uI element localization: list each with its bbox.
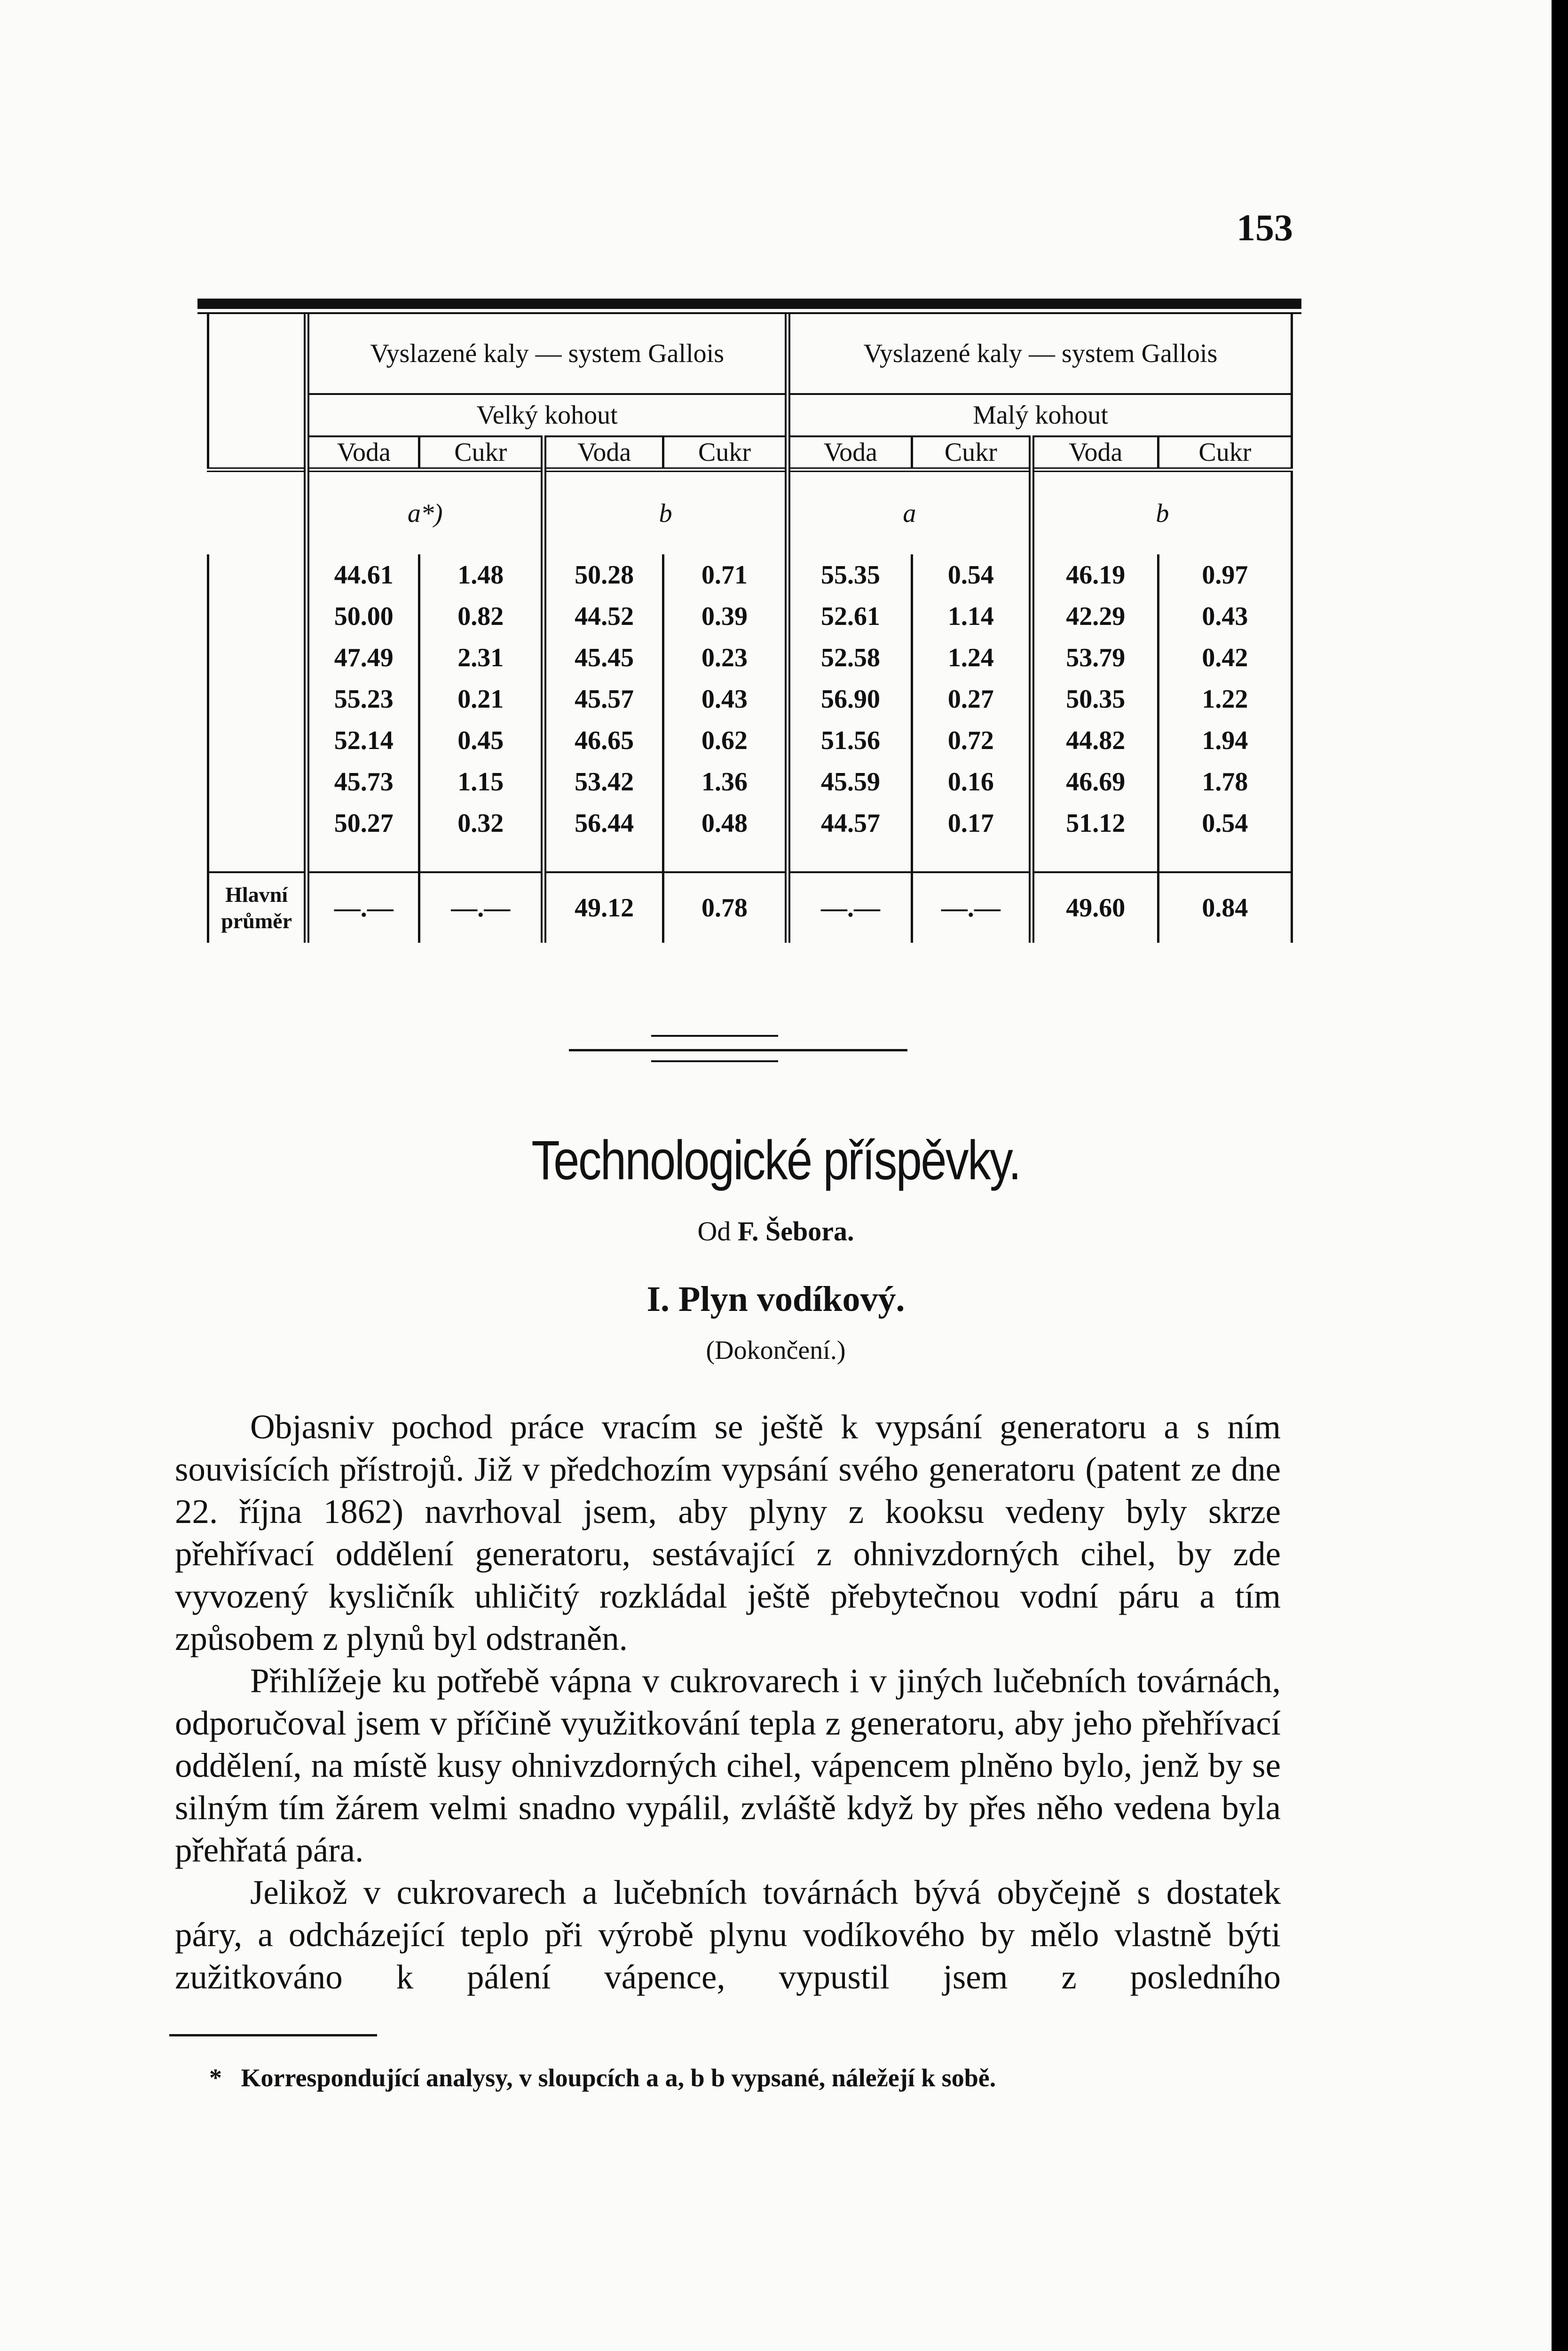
table-cell: 1.15 (419, 761, 544, 803)
table-cell: 52.14 (307, 720, 419, 761)
table-cell: 56.90 (788, 678, 912, 720)
table-cell: 45.57 (544, 678, 663, 720)
column-header: Voda (544, 436, 663, 470)
table-cell: 0.62 (663, 720, 788, 761)
table-cell: 0.54 (912, 554, 1031, 596)
table-cell: 53.79 (1032, 637, 1158, 678)
article-title: Technologické příspěvky. (531, 1129, 1020, 1191)
table-row (208, 637, 1292, 678)
table-cell: 44.82 (1032, 720, 1158, 761)
table-cell: 0.71 (663, 554, 788, 596)
continuation-note: (Dokončení.) (706, 1336, 846, 1365)
table-cell: 55.35 (788, 554, 912, 596)
average-value: 0.84 (1158, 872, 1292, 943)
data-rows (208, 554, 1292, 844)
average-value: 49.12 (544, 872, 663, 943)
table-cell: 50.27 (307, 803, 419, 844)
table-cell: 1.94 (1158, 720, 1292, 761)
average-label: Hlavní průměr (208, 872, 307, 943)
group-header-left: Velký kohout (307, 394, 788, 436)
column-header: Cukr (419, 436, 544, 470)
top-rule (197, 299, 1301, 309)
average-value: —.— (419, 872, 544, 943)
footnote-text: Korrespondující analysy, v sloupcích a a, b b vypsané, náležejí k sobě. (241, 2064, 996, 2092)
table-cell: 0.43 (1158, 596, 1292, 637)
pair-letter: b (1032, 470, 1292, 554)
section-heading: I. Plyn vodíkový. (646, 1279, 905, 1319)
table-cell: 0.45 (419, 720, 544, 761)
column-header: Voda (307, 436, 419, 470)
page-number: 153 (1237, 207, 1293, 249)
table-cell: 0.42 (1158, 637, 1292, 678)
table-cell: 56.44 (544, 803, 663, 844)
table-cell: 0.23 (663, 637, 788, 678)
table-cell: 2.31 (419, 637, 544, 678)
ornament-rule (569, 1049, 907, 1051)
table-cell: 46.69 (1032, 761, 1158, 803)
ornament-rule (651, 1035, 778, 1037)
table-cell: 46.19 (1032, 554, 1158, 596)
column-header: Voda (788, 436, 912, 470)
table-cell: 0.32 (419, 803, 544, 844)
table-cell: 44.61 (307, 554, 419, 596)
average-value: —.— (788, 872, 912, 943)
table-row (208, 761, 1292, 803)
column-header: Voda (1032, 436, 1158, 470)
table-cell: 45.73 (307, 761, 419, 803)
table-cell: 0.72 (912, 720, 1031, 761)
pair-letter: a (788, 470, 1032, 554)
table-cell: 52.58 (788, 637, 912, 678)
system-header-left: Vyslazené kaly — system Gallois (307, 314, 788, 394)
system-header-right: Vyslazené kaly — system Gallois (788, 314, 1292, 394)
table-cell: 0.43 (663, 678, 788, 720)
table-cell: 51.12 (1032, 803, 1158, 844)
table-cell: 0.17 (912, 803, 1031, 844)
pair-letter: a*) (307, 470, 544, 554)
table-cell: 50.28 (544, 554, 663, 596)
pair-letter: b (544, 470, 788, 554)
average-value: —.— (912, 872, 1031, 943)
scan-border (1552, 0, 1568, 2351)
ornament-rule (651, 1060, 778, 1062)
table-cell: 0.97 (1158, 554, 1292, 596)
average-value: 0.78 (663, 872, 788, 943)
average-value: 49.60 (1032, 872, 1158, 943)
table-cell: 50.00 (307, 596, 419, 637)
table-cell: 1.22 (1158, 678, 1292, 720)
table-cell: 44.52 (544, 596, 663, 637)
article-author: Od F. Šebora. (697, 1216, 854, 1247)
paragraph: Objasniv pochod práce vracím se ještě k vypsání generatoru a s ním souvisících přístrojů. Již v předchozím vypsání svého generatoru (patent ze dne 22. října 1862) navrhoval jsem, aby plyny z kooksu vedeny byly skrze přehřívací oddělení generatoru, sestávající z ohnivzdorných cihel, by zde vyvozený kysličník uhličitý rozkládal ještě přebytečnou vodní páru a tím způsobem z plynů byl odstraněn. (175, 1408, 1281, 1657)
table-cell: 0.54 (1158, 803, 1292, 844)
column-header: Cukr (663, 436, 788, 470)
footnote-rule (169, 2034, 377, 2036)
table-cell: 47.49 (307, 637, 419, 678)
table-row (208, 554, 1292, 596)
paragraph: Přihlížeje ku potřebě vápna v cukrovarech i v jiných lučebních továrnách, odporučoval jsem v příčině využitkování tepla z generatoru, aby jeho přehřívací oddělení, na místě kusy ohnivzdorných cihel, vápencem plněno bylo, jenž by se silným tím žárem velmi snadno vypálil, zvláště když by přes něho vedena byla přehřatá pára. (175, 1662, 1281, 1869)
table-cell: 45.59 (788, 761, 912, 803)
paragraph: Jelikož v cukrovarech a lučebních továrnách bývá obyčejně s dostatek páry, a odcházející teplo při výrobě plynu vodíkového by mělo vlastně býti zužitkováno k pálení vápence, vypustil jsem z posledního (175, 1873, 1281, 1996)
table-row (208, 803, 1292, 844)
table-cell: 55.23 (307, 678, 419, 720)
table-cell: 52.61 (788, 596, 912, 637)
table-cell: 0.82 (419, 596, 544, 637)
table-cell: 0.21 (419, 678, 544, 720)
table-row (208, 596, 1292, 637)
column-header: Cukr (1158, 436, 1292, 470)
table-cell: 0.27 (912, 678, 1031, 720)
table-row (208, 678, 1292, 720)
table-cell: 0.48 (663, 803, 788, 844)
average-value: —.— (307, 872, 419, 943)
table-cell: 0.16 (912, 761, 1031, 803)
table-cell: 50.35 (1032, 678, 1158, 720)
table-cell: 51.56 (788, 720, 912, 761)
table-cell: 42.29 (1032, 596, 1158, 637)
table-cell: 1.48 (419, 554, 544, 596)
data-table (207, 314, 1293, 943)
table-cell: 1.24 (912, 637, 1031, 678)
footnote-marker: * (209, 2064, 222, 2092)
corner-cell (208, 314, 307, 394)
table-cell: 46.65 (544, 720, 663, 761)
table-row (208, 720, 1292, 761)
group-header-right: Malý kohout (788, 394, 1292, 436)
table-cell: 44.57 (788, 803, 912, 844)
table-cell: 0.39 (663, 596, 788, 637)
article-body (175, 1406, 1281, 1998)
table-cell: 53.42 (544, 761, 663, 803)
column-header: Cukr (912, 436, 1031, 470)
table-cell: 1.36 (663, 761, 788, 803)
table-cell: 1.78 (1158, 761, 1292, 803)
table-cell: 45.45 (544, 637, 663, 678)
table-cell: 1.14 (912, 596, 1031, 637)
footnote (209, 2063, 996, 2092)
